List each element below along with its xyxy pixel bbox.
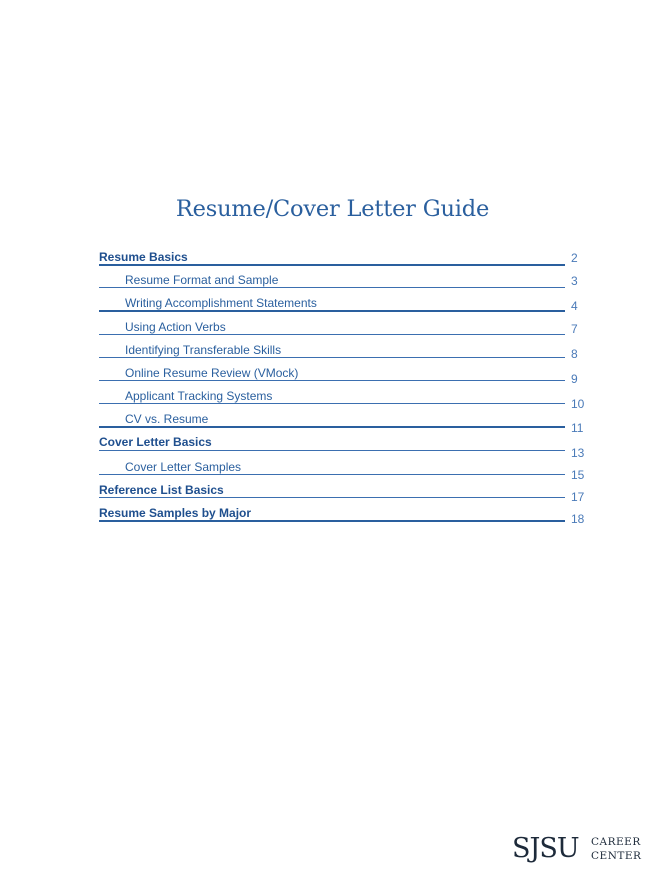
toc-link-cv-vs-resume[interactable]: CV vs. Resume bbox=[125, 412, 209, 426]
toc-link-vmock[interactable]: Online Resume Review (VMock) bbox=[125, 366, 299, 380]
toc-page-number: 9 bbox=[571, 372, 578, 386]
toc-page-number: 3 bbox=[571, 274, 578, 288]
toc-page-number: 10 bbox=[571, 397, 585, 411]
toc-link-reference-list-basics[interactable]: Reference List Basics bbox=[99, 483, 224, 497]
logo-line-career: CAREER bbox=[591, 836, 641, 848]
toc-link-cover-letter-basics[interactable]: Cover Letter Basics bbox=[99, 435, 212, 449]
toc-link-cover-letter-samples[interactable]: Cover Letter Samples bbox=[125, 460, 242, 474]
toc-underline bbox=[99, 403, 565, 404]
toc-page-number: 2 bbox=[571, 251, 578, 265]
toc-underline bbox=[99, 474, 565, 475]
toc-link-transferable-skills[interactable]: Identifying Transferable Skills bbox=[125, 343, 282, 357]
logo-wordmark: SJSU bbox=[512, 833, 579, 864]
toc-page-number: 8 bbox=[571, 347, 578, 361]
toc-underline bbox=[99, 357, 565, 358]
toc-page-number: 13 bbox=[571, 446, 585, 460]
toc-link-action-verbs[interactable]: Using Action Verbs bbox=[125, 320, 226, 334]
toc-underline bbox=[99, 520, 565, 522]
toc-page-number: 18 bbox=[571, 512, 585, 526]
toc-page-number: 17 bbox=[571, 490, 585, 504]
toc-underline bbox=[99, 426, 565, 428]
toc-link-accomplishment-statements[interactable]: Writing Accomplishment Statements bbox=[125, 296, 317, 310]
logo-line-center: CENTER bbox=[591, 850, 642, 862]
toc-link-resume-format[interactable]: Resume Format and Sample bbox=[125, 273, 279, 287]
toc-page-number: 11 bbox=[571, 421, 584, 435]
toc-underline bbox=[99, 380, 565, 381]
toc-link-applicant-tracking[interactable]: Applicant Tracking Systems bbox=[125, 389, 273, 403]
sjsu-career-center-logo bbox=[512, 832, 647, 868]
toc-underline bbox=[99, 497, 565, 498]
toc-underline bbox=[99, 334, 565, 335]
page-title: Resume/Cover Letter Guide bbox=[175, 196, 490, 222]
toc-underline bbox=[99, 450, 565, 451]
toc-underline bbox=[99, 287, 565, 288]
toc-page-number: 15 bbox=[571, 468, 585, 482]
toc-underline bbox=[99, 264, 565, 266]
toc-underline bbox=[99, 310, 565, 312]
toc-page-number: 7 bbox=[571, 322, 578, 336]
toc-page-number: 4 bbox=[571, 299, 578, 313]
toc-link-resume-basics[interactable]: Resume Basics bbox=[99, 250, 188, 264]
toc-link-resume-samples-by-major[interactable]: Resume Samples by Major bbox=[99, 506, 252, 520]
